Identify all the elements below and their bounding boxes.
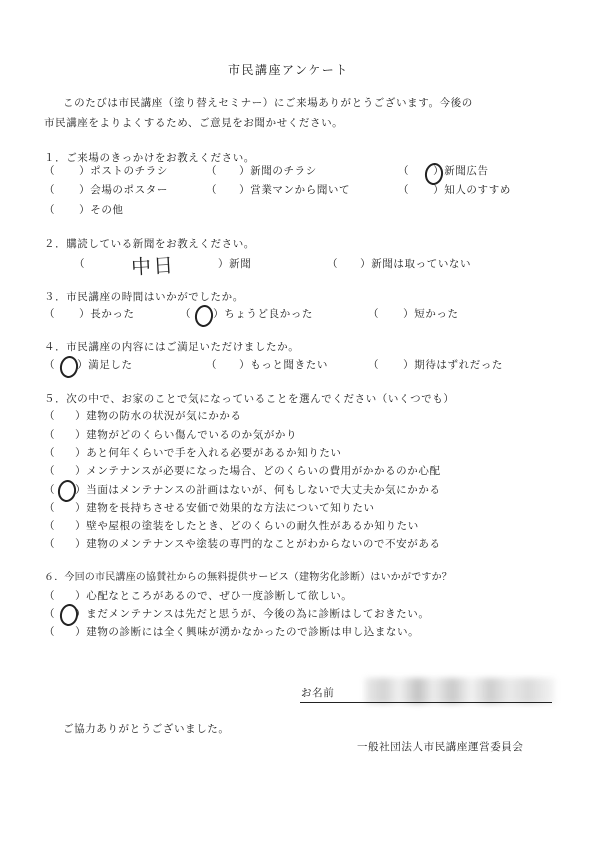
q5-option-8: 建物のメンテナンスや塗装の専門的なことがわからないので不安がある [86, 538, 441, 550]
q6-option-2: まだメンテナンスは先だと思うが、今後の為に診断はしておきたい。 [86, 608, 430, 620]
paren-close: ） [75, 502, 87, 514]
intro-line-2: 市民講座をよりよくするため、ご意見をお聞かせください。 [44, 117, 344, 129]
q4-option-2: もっと聞きたい [250, 359, 328, 371]
q5-option-1: 建物の防水の状況が気にかかる [86, 410, 242, 422]
q6-option-1: 心配なところがあるので、ぜひ一度診断して欲しい。 [86, 590, 353, 602]
paren-close: ） [239, 165, 251, 177]
paren-close: ） [75, 410, 87, 422]
paren-close: ） [79, 204, 91, 216]
q1-option-3: 新聞広告 [444, 165, 489, 177]
paren-close: ） [75, 429, 87, 441]
paren-close: ） [77, 359, 89, 371]
q1-option-4: 会場のポスター [90, 184, 168, 196]
q5-option-1-wrap [44, 409, 242, 423]
q5-option-5: 当面はメンテナンスの計画はないが、何もしないで大丈夫か気にかかる [86, 484, 441, 496]
q4-option-3-wrap [368, 358, 503, 372]
q6-title: ６．今回の市民講座の協賛社からの無料提供サービス（建物劣化診断）はいかがですか？ [44, 572, 452, 583]
q2-option-2-wrap [327, 257, 471, 271]
paren-open: （ [398, 165, 410, 177]
paren-close: ） [79, 184, 91, 196]
redacted-name [365, 678, 555, 704]
q5-option-4-wrap [44, 464, 441, 478]
paren-open: （ [44, 308, 56, 320]
paren-close: ） [75, 520, 87, 532]
paren-open: （ [44, 465, 56, 477]
q5-option-3-wrap [44, 446, 342, 460]
q3-option-3-wrap [368, 307, 459, 321]
q5-option-7: 壁や屋根の塗装をしたとき、どのくらいの耐久性があるか知りたい [86, 520, 419, 532]
q4-option-2-wrap [206, 358, 328, 372]
q5-option-4: メンテナンスが必要になった場合、どのくらいの費用がかかるのか心配 [86, 465, 441, 477]
paren-open: （ [368, 359, 380, 371]
paren-open: （ [44, 447, 56, 459]
q1-row3-col1 [44, 203, 124, 217]
paren-open: （ [44, 608, 56, 620]
name-label: お名前 [301, 687, 335, 699]
q3-option-1: 長かった [90, 308, 135, 320]
paren-close: ） [239, 359, 251, 371]
paren-open: （ [44, 359, 56, 371]
paren-close: ） [75, 590, 87, 602]
paren-open: （ [44, 484, 56, 496]
q5-option-6-wrap [44, 501, 375, 515]
paren-close: ） [433, 165, 445, 177]
paren-open: （ [180, 308, 192, 320]
survey-title: 市民講座アンケート [228, 63, 349, 77]
paren-close: ） [75, 465, 87, 477]
paren-close: ） [433, 184, 445, 196]
paren-open: （ [368, 308, 380, 320]
q1-option-6: 知人のすすめ [444, 184, 511, 196]
paren-open: （ [398, 184, 410, 196]
paren-open: （ [44, 538, 56, 550]
paren-close: ） [79, 308, 91, 320]
q6-option-2-wrap [44, 607, 429, 621]
q1-row2-col2 [206, 183, 350, 197]
q2-option-1: 新聞 [229, 258, 252, 270]
paren-open: （ [44, 410, 56, 422]
paren-close: ） [218, 258, 230, 270]
paren-open: （ [206, 165, 218, 177]
paren-close: ） [213, 308, 225, 320]
paren-open: （ [44, 184, 56, 196]
paren-close: ） [75, 538, 87, 550]
q3-option-1-wrap [44, 307, 135, 321]
q3-title: ３．市民講座の時間はいかがでしたか。 [44, 291, 244, 303]
paren-open: （ [327, 258, 339, 270]
paren-open: （ [44, 520, 56, 532]
q3-option-3: 短かった [414, 308, 459, 320]
q1-row1-col2 [206, 164, 317, 178]
q1-row1-col1 [44, 164, 168, 178]
paren-close: ） [239, 184, 251, 196]
paren-close: ） [75, 608, 87, 620]
q5-title: ５．次の中で、お家のことで気になっていることを選んでください（いくつでも） [44, 393, 455, 405]
organization-name: 一般社団法人市民講座運営委員会 [357, 741, 524, 753]
q5-option-5-wrap [44, 483, 441, 497]
paren-open: （ [44, 626, 56, 638]
paren-close: ） [403, 359, 415, 371]
thanks-text: ご協力ありがとうございました。 [63, 723, 230, 735]
q1-option-1: ポストのチラシ [90, 165, 168, 177]
q6-option-3-wrap [44, 625, 419, 639]
q2-option-2: 新聞は取っていない [371, 258, 472, 270]
q1-title: １．ご来場のきっかけをお教えください。 [44, 152, 255, 164]
q2-title: ２．購読している新聞をお教えください。 [44, 238, 255, 250]
q1-option-7: その他 [90, 204, 124, 216]
q5-option-3: あと何年くらいで手を入れる必要があるか知りたい [86, 447, 342, 459]
q5-option-6: 建物を長持ちさせる安価で効果的な方法について知りたい [86, 502, 375, 514]
q1-row2-col1 [44, 183, 168, 197]
paren-close: ） [75, 626, 87, 638]
name-underline [300, 702, 552, 703]
paren-close: ） [403, 308, 415, 320]
q1-row1-col3 [398, 164, 489, 178]
q3-option-2: ちょうど良かった [224, 308, 314, 320]
q5-option-2: 建物がどのくらい傷んでいるのか気がかり [86, 429, 298, 441]
paren-close: ） [360, 258, 372, 270]
q1-option-5: 営業マンから聞いて [250, 184, 351, 196]
paren-open: （ [44, 204, 56, 216]
q5-option-8-wrap [44, 537, 441, 551]
paren-open: （ [44, 429, 56, 441]
q4-option-1: 満足した [88, 359, 133, 371]
q6-option-1-wrap [44, 589, 352, 603]
q2-option-1-wrap [218, 257, 251, 271]
q4-title: ４．市民講座の内容にはご満足いただけましたか。 [44, 341, 300, 353]
paren-open: （ [44, 165, 56, 177]
paren-close: ） [75, 447, 87, 459]
paren-close: ） [79, 165, 91, 177]
q4-option-1-wrap [44, 358, 133, 372]
q1-option-2: 新聞のチラシ [250, 165, 317, 177]
paren-close: ） [75, 484, 87, 496]
q2-handwritten-answer: 中日 [130, 252, 176, 280]
intro-line-1: このたびは市民講座（塗り替えセミナー）にご来場ありがとうございます。今後の [63, 97, 473, 109]
q4-option-3: 期待はずれだった [414, 359, 504, 371]
q6-option-3: 建物の診断には全く興味が湧かなかったので診断は申し込まない。 [86, 626, 420, 638]
q5-option-7-wrap [44, 519, 419, 533]
paren-open: （ [44, 590, 56, 602]
q5-option-2-wrap [44, 428, 297, 442]
q2-paren-open: （ [74, 258, 86, 270]
q1-row2-col3 [398, 183, 511, 197]
paren-open: （ [206, 184, 218, 196]
paren-open: （ [206, 359, 218, 371]
paren-open: （ [44, 502, 56, 514]
